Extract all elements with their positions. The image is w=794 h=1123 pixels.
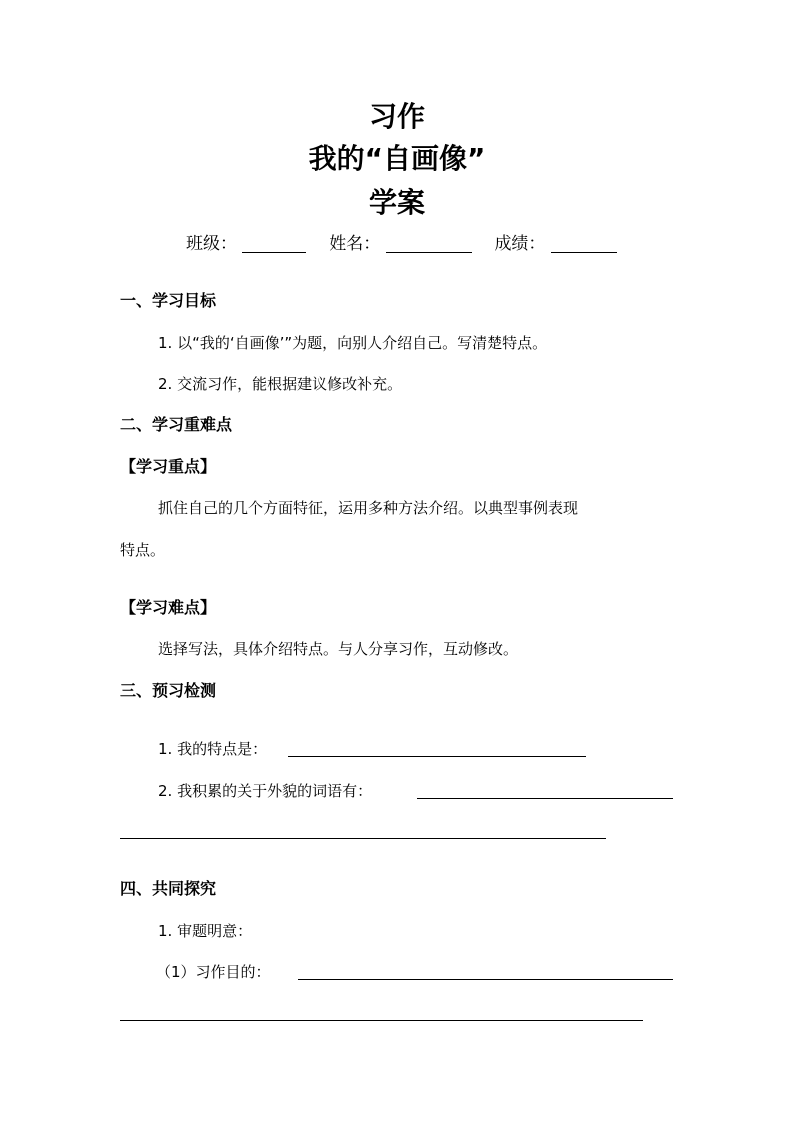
preview-answer-line-2b[interactable] (120, 838, 606, 839)
title-line-2: 我的“自画像” (308, 142, 486, 175)
preview-answer-line-2a[interactable] (417, 798, 673, 799)
difficulty-text: 选择写法，具体介绍特点。与人分享习作，互动修改。 (158, 640, 519, 658)
section-heading-key-points: 二、学习重难点 (120, 415, 233, 434)
explore-answer-line-1a[interactable] (298, 979, 673, 980)
explore-answer-line-1b[interactable] (120, 1020, 643, 1021)
name-blank[interactable] (386, 234, 472, 253)
student-info-row (186, 232, 617, 256)
score-blank[interactable] (551, 234, 617, 253)
focus-text-line-2: 特点。 (120, 541, 166, 559)
class-label: 班级： (186, 234, 237, 254)
difficulty-label: 【学习难点】 (120, 598, 217, 617)
section-heading-explore: 四、共同探究 (120, 879, 217, 898)
class-blank[interactable] (242, 234, 306, 253)
preview-answer-line-1[interactable] (288, 756, 586, 757)
title-line-1: 习作 (368, 100, 425, 133)
explore-sub-item-1: （1）习作目的： (156, 963, 271, 981)
goal-item-2: 2. 交流习作，能根据建议修改补充。 (158, 375, 403, 393)
section-heading-preview: 三、预习检测 (120, 681, 217, 700)
score-label: 成绩： (494, 234, 546, 254)
name-label: 姓名： (329, 234, 381, 254)
explore-item-1: 1. 审题明意： (158, 922, 253, 940)
focus-label: 【学习重点】 (120, 457, 217, 476)
preview-question-1: 1. 我的特点是： (158, 740, 268, 758)
preview-question-2: 2. 我积累的关于外貌的词语有： (158, 782, 373, 800)
title-line-3: 学案 (368, 186, 425, 219)
goal-item-1: 1. 以“我的‘自画像’”为题，向别人介绍自己。写清楚特点。 (158, 334, 548, 352)
section-heading-goals: 一、学习目标 (120, 291, 217, 310)
focus-text-line-1: 抓住自己的几个方面特征，运用多种方法介绍。以典型事例表现 (158, 499, 579, 517)
